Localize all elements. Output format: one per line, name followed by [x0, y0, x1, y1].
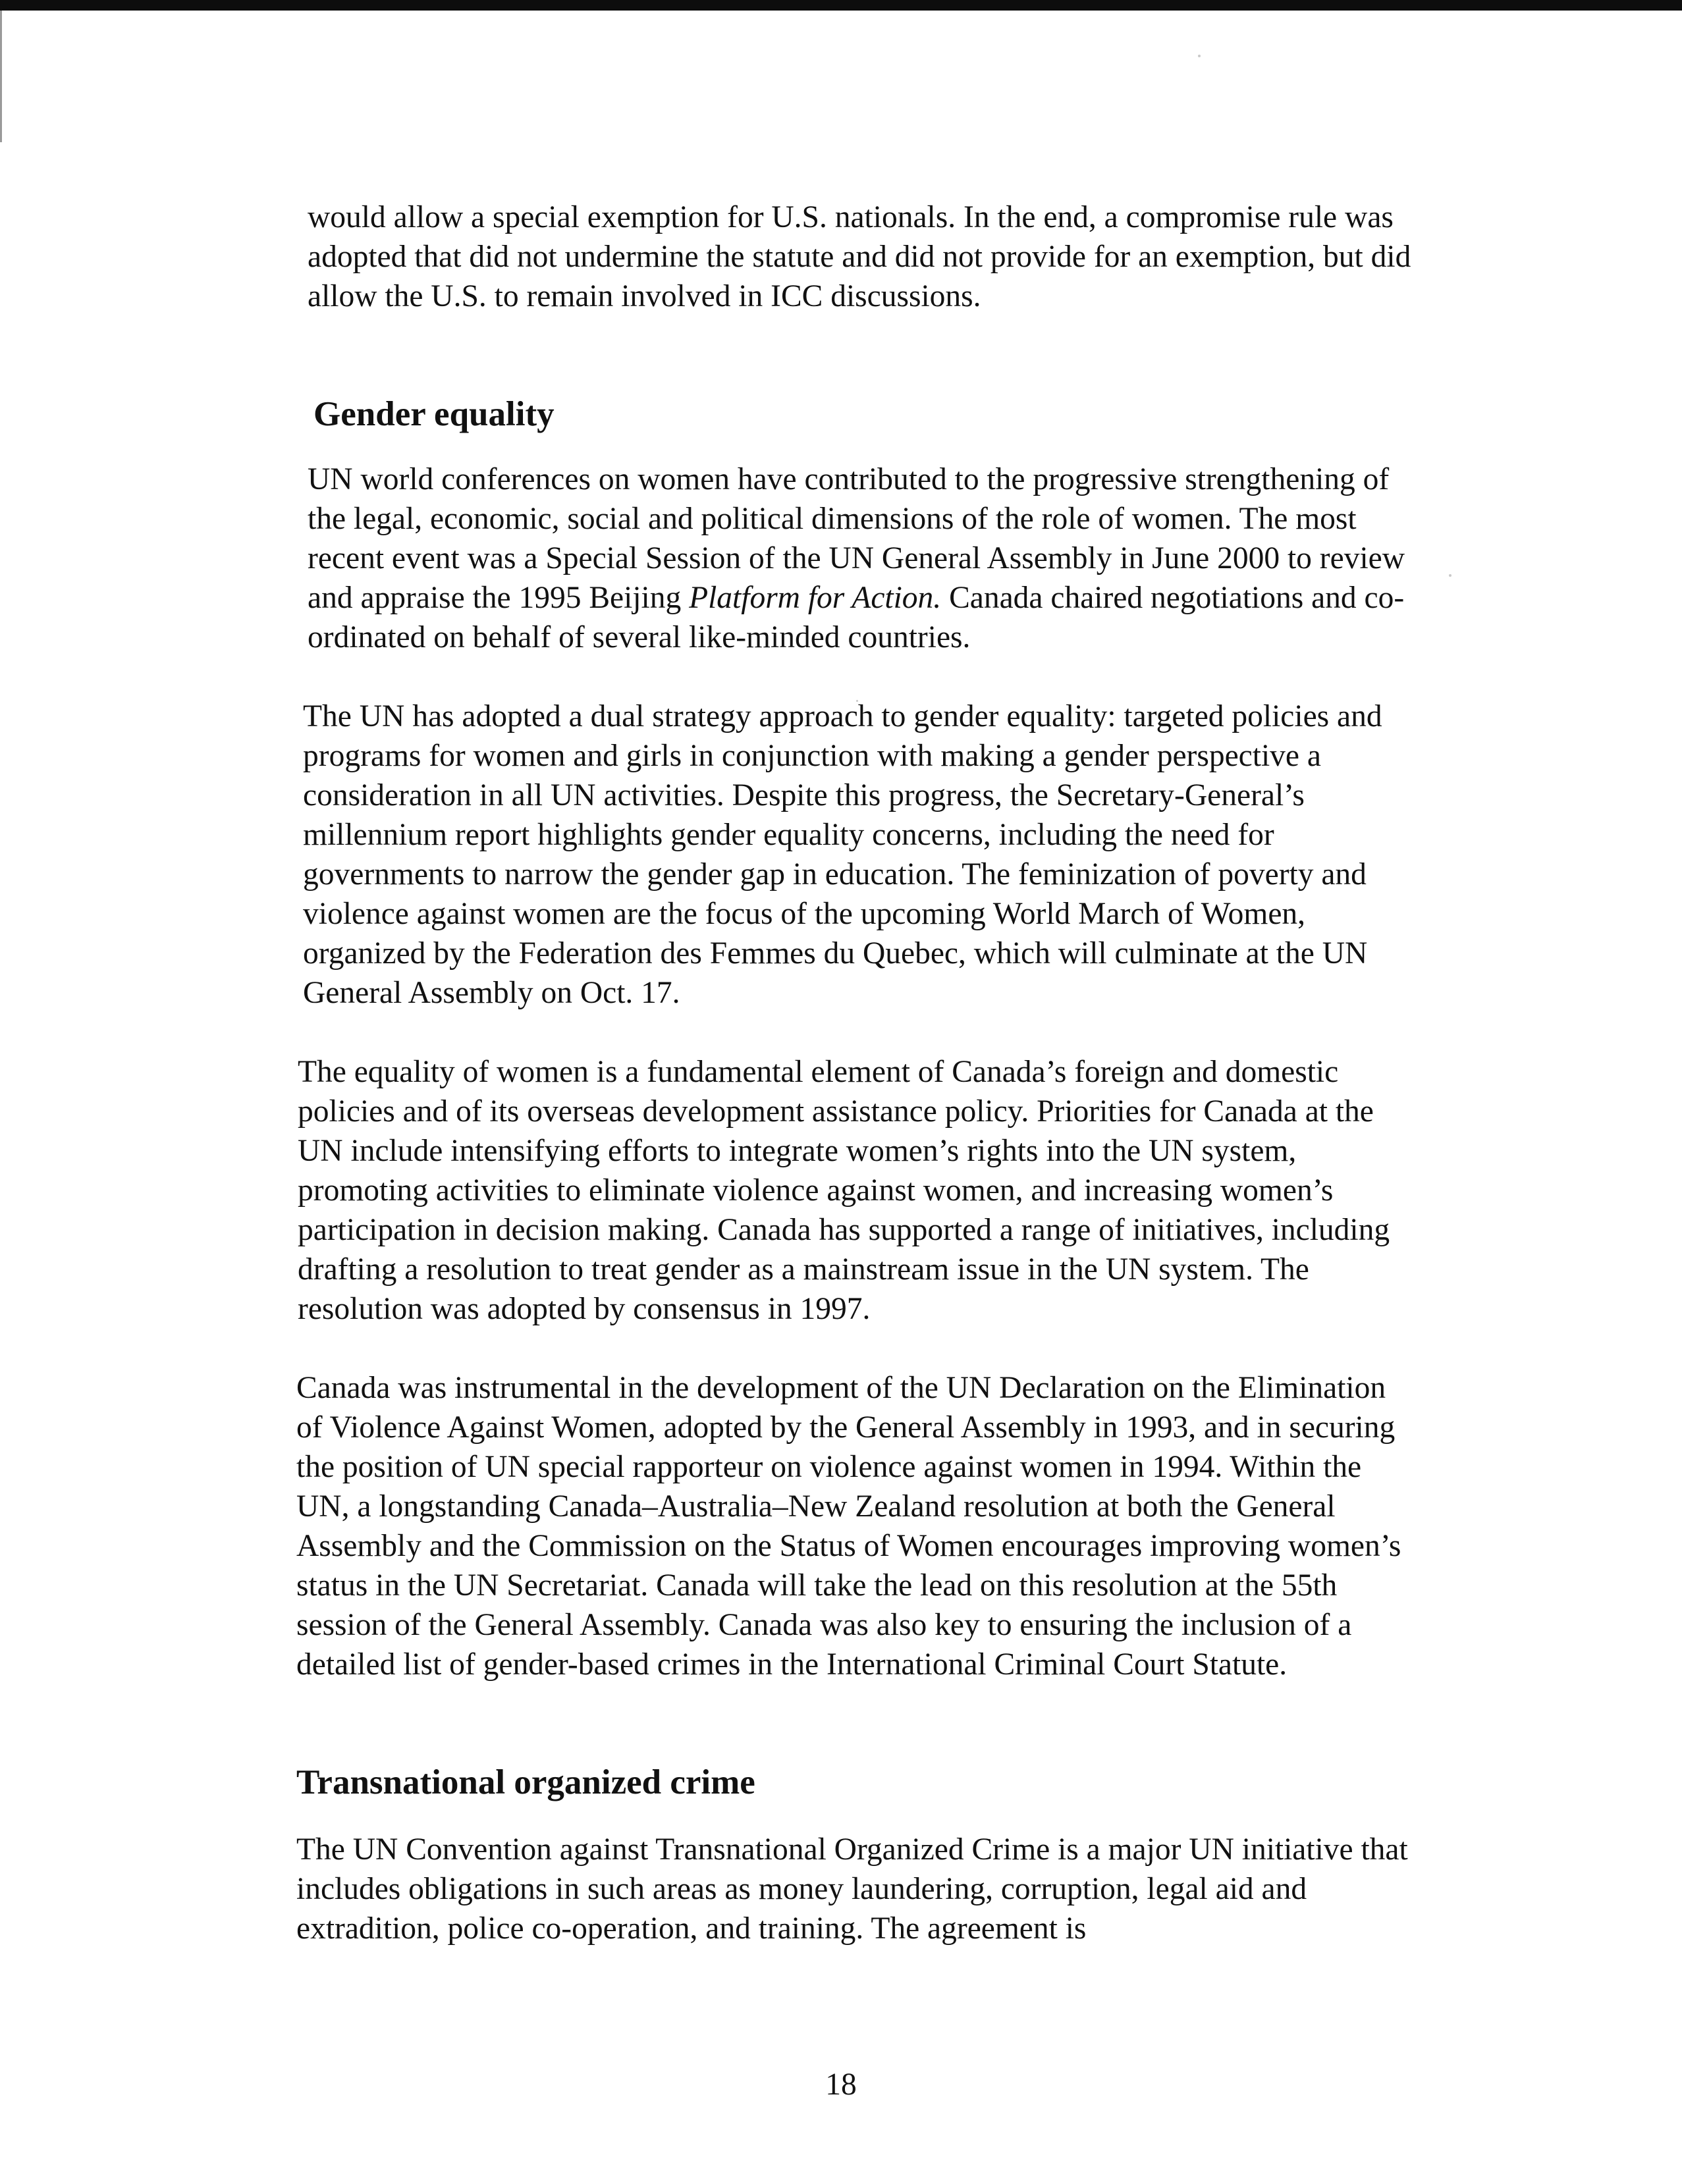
gender-paragraph-1-text: UN world conferences on women have contributed to the progressive strengthening of the legal, economic, social and political dimensions of the role of women. The most recent event was a Special Session of the UN General Assembly in June 2000 to review and appraise the 1995 Beijing — [308, 462, 1405, 615]
gender-paragraph-1-text-end: Canada chaired negotiations and co-ordinated on behalf of several like-minded countries. — [308, 581, 1405, 654]
gender-paragraph-2: The UN has adopted a dual strategy approach to gender equality: targeted policies and programs for women and girls in conjunction with making a gender perspective a consideration in all UN activities. Despite this progress, the Secretary-General’s millennium report highlights gender equality concerns, including the need for governments to narrow the gender gap in education. The feminization of poverty and violence against women are the focus of the upcoming World March of Women, organized by the Federation des Femmes du Quebec, which will culminate at the UN General Assembly on Oct. 17. — [303, 699, 1382, 1010]
page-number: 18 — [825, 2067, 857, 2102]
scan-speck — [1198, 55, 1201, 57]
scan-left-edge — [0, 11, 2, 142]
section-heading-gender-equality: Gender equality — [313, 395, 555, 433]
scan-top-edge — [0, 0, 1682, 11]
gender-paragraph-1 — [308, 460, 1424, 657]
gender-paragraph-3: The equality of women is a fundamental element of Canada’s foreign and domestic policies and of its overseas development assistance policy. Priorities for Canada at the UN include intensifying efforts to integrate women’s rights into the UN system, promoting activities to eliminate violence against women, and increasing women’s participation in decision making. Canada has supported a range of initiatives, including drafting a resolution to treat gender as a mainstream issue in the UN system. The resolution was adopted by consensus in 1997. — [298, 1055, 1390, 1326]
intro-paragraph: would allow a special exemption for U.S. nationals. In the end, a compromise rule was adopted that did not undermine the statute and did not provide for an exemption, but did allow the U.S. to remain involved in ICC discussions. — [308, 200, 1411, 313]
gender-paragraph-4: Canada was instrumental in the development of the UN Declaration on the Elimination of Violence Against Women, adopted by the General Assembly in 1993, and in securing the position of UN special rapporteur on violence against women in 1994. Within the UN, a longstanding Canada–Australia–New Zealand resolution at both the General Assembly and the Commission on the Status of Women encourages improving women’s status in the UN Secretariat. Canada will take the lead on this resolution at the 55th session of the General Assembly. Canada was also key to ensuring the inclusion of a detailed list of gender-based crimes in the International Criminal Court Statute. — [296, 1371, 1401, 1682]
platform-for-action-title: Platform for Action. — [689, 581, 942, 615]
section-heading-transnational-crime: Transnational organized crime — [296, 1763, 755, 1801]
page-body — [296, 198, 1416, 1948]
crime-paragraph-1: The UN Convention against Transnational Organized Crime is a major UN initiative that includes obligations in such areas as money laundering, corruption, legal aid and extradition, police co-operation, and training. The agreement is — [296, 1832, 1408, 1946]
scan-speck — [1449, 574, 1451, 577]
